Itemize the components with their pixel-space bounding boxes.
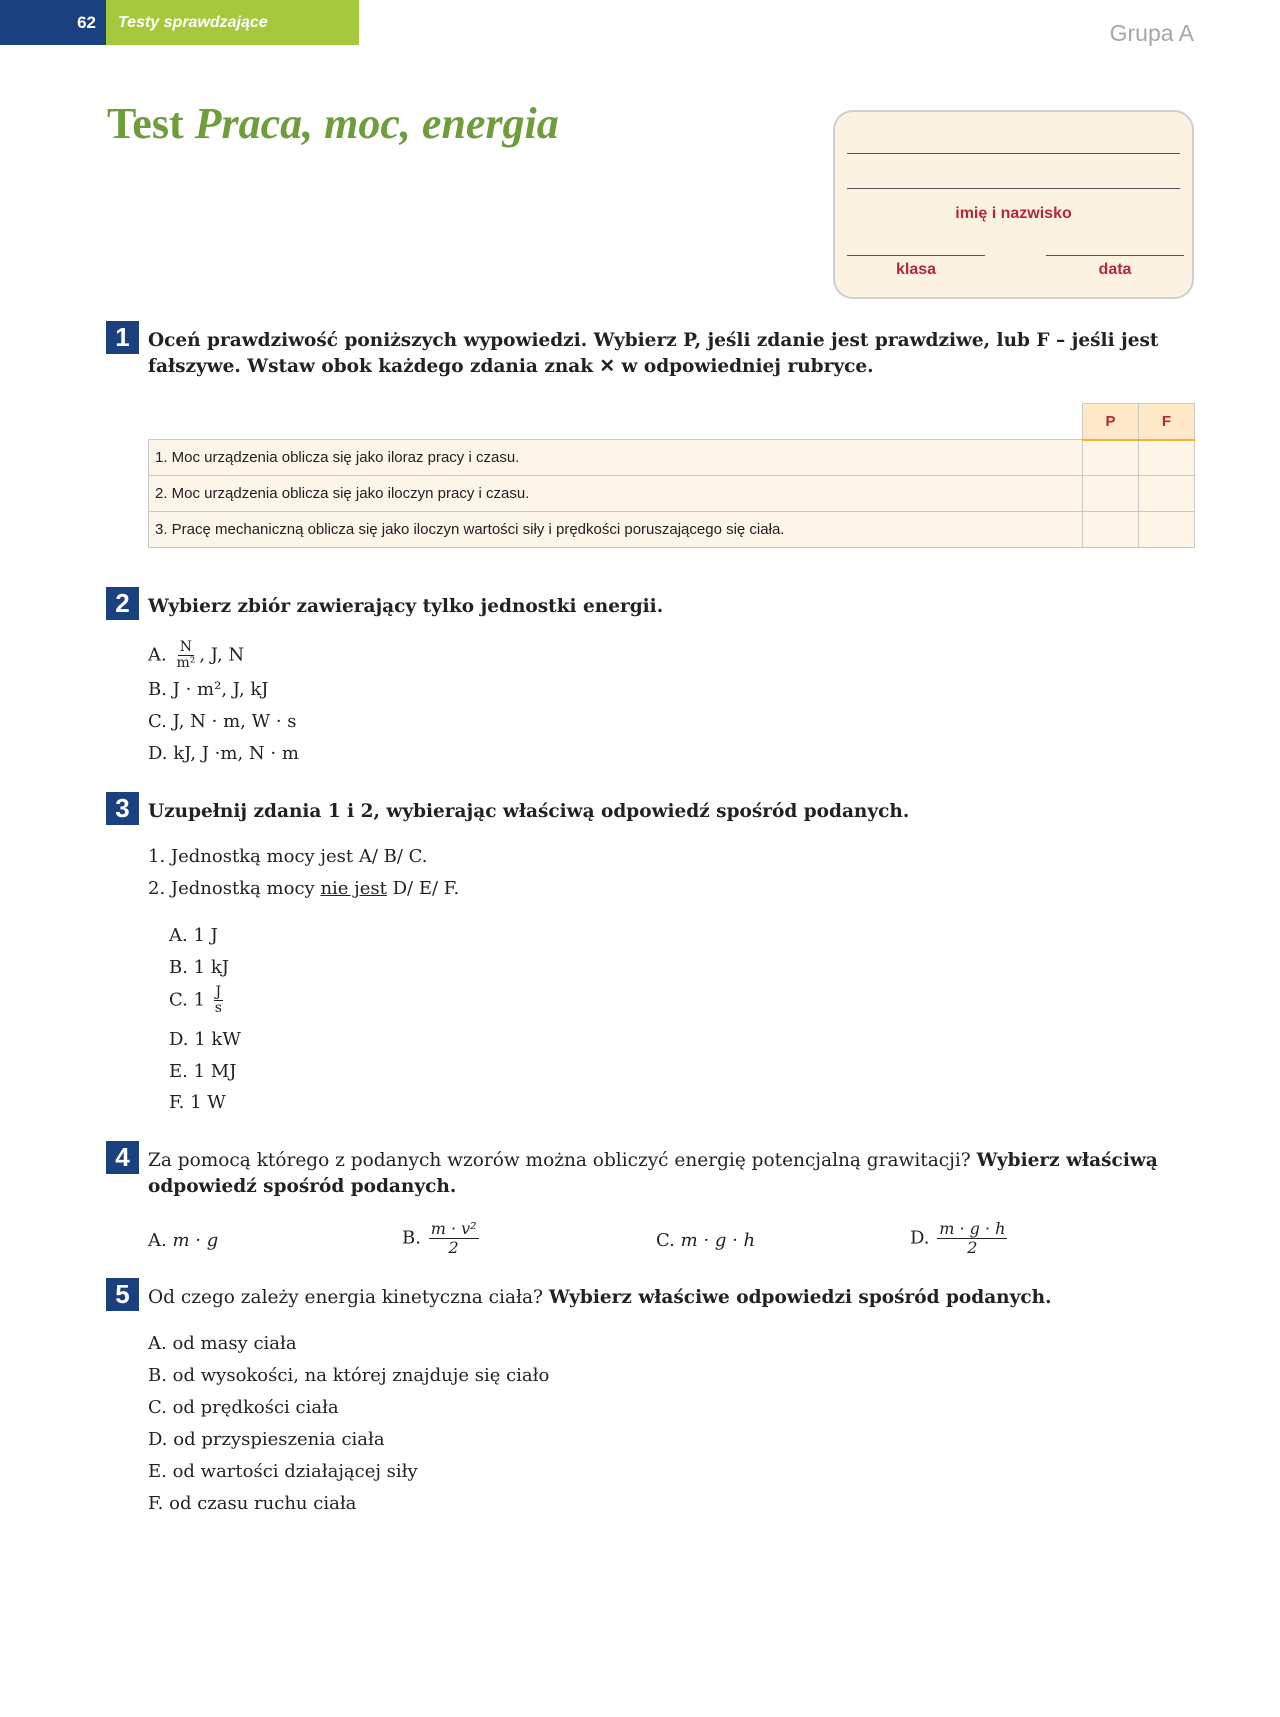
task4-question: Za pomocą którego z podanych wzorów można obliczyć energię potencjalną grawitacji? xyxy=(148,1150,971,1171)
statement-2: 2. Moc urządzenia oblicza się jako iloczyn pracy i czasu. xyxy=(149,476,1083,512)
task3-option-e[interactable]: E. 1 MJ xyxy=(169,1061,237,1082)
task1-instruction: Oceń prawdziwość poniższych wypowiedzi. Wybierz P, jeśli zdanie jest prawdziwe, lub F – jeśli jest fałszywe. Wstaw obok każdego zdania znak ✕ w odpowiedniej rubryce. xyxy=(148,330,1159,377)
task5-option-a[interactable]: A. od masy ciała xyxy=(148,1333,297,1354)
task5-instruction xyxy=(148,1285,1198,1311)
fraction: $\frac{m \cdot g \cdot h}{2}$ xyxy=(939,1219,1006,1257)
task3-option-f[interactable]: F. 1 W xyxy=(169,1092,226,1113)
table-row xyxy=(149,512,1195,548)
answer-box-true-2[interactable] xyxy=(1083,476,1139,512)
task-number-3: 3 xyxy=(106,792,139,825)
task5-option-d[interactable]: D. od przyspieszenia ciała xyxy=(148,1429,385,1450)
task4-option-b[interactable]: B. $\frac{\text{m · v²}}{2}$ xyxy=(402,1219,477,1257)
task2-option-d[interactable]: D. kJ, J ·m, N · m xyxy=(148,743,299,764)
student-info-box xyxy=(833,110,1194,299)
task3-instruction: Uzupełnij zdania 1 i 2, wybierając właściwą odpowiedź spośród podanych. xyxy=(148,801,910,822)
task-number-2: 2 xyxy=(106,587,139,620)
statement-1: 1. Moc urządzenia oblicza się jako iloraz pracy i czasu. xyxy=(149,440,1083,476)
fraction: $\frac{J}{s}$ xyxy=(214,984,222,1016)
underlined-text: nie jest xyxy=(320,878,387,899)
title-topic: Praca, moc, energia xyxy=(194,99,559,148)
task-number-4: 4 xyxy=(106,1141,139,1174)
table-row xyxy=(149,476,1195,512)
task3-option-c[interactable]: C. 1 $\frac{J}{s}$ xyxy=(169,984,222,1016)
title-prefix: Test xyxy=(107,99,184,148)
task2-option-b[interactable]: B. J · m², J, kJ xyxy=(148,679,269,700)
task5-question: Od czego zależy energia kinetyczna ciała? xyxy=(148,1287,543,1308)
task-number-5: 5 xyxy=(106,1278,139,1311)
answer-box-false-1[interactable] xyxy=(1139,440,1195,476)
task5-command: Wybierz właściwe odpowiedzi spośród podanych. xyxy=(548,1287,1052,1308)
task5-option-b[interactable]: B. od wysokości, na której znajduje się ciało xyxy=(148,1365,550,1386)
fraction: $\frac{\text{m · v²}}{2}$ xyxy=(430,1219,477,1257)
name-line-2[interactable] xyxy=(847,188,1180,189)
task3-sentence-1: 1. Jednostką mocy jest A/ B/ C. xyxy=(148,846,428,867)
task4-option-a[interactable]: A. m · g xyxy=(148,1230,219,1251)
name-label: imię i nazwisko xyxy=(955,205,1072,222)
class-label: klasa xyxy=(895,261,937,278)
answer-box-false-3[interactable] xyxy=(1139,512,1195,548)
task5-option-f[interactable]: F. od czasu ruchu ciała xyxy=(148,1493,357,1514)
answer-box-true-1[interactable] xyxy=(1083,440,1139,476)
page-number: 62 xyxy=(0,0,106,45)
date-line[interactable] xyxy=(1046,255,1184,256)
task2-option-a[interactable]: A. $\frac{N}{\text{m²}}$ , J, N xyxy=(148,639,245,671)
task4-option-c[interactable]: C. m · g · h xyxy=(656,1230,756,1251)
task3-option-b[interactable]: B. 1 kJ xyxy=(169,957,229,978)
answer-box-true-3[interactable] xyxy=(1083,512,1139,548)
task4-option-d[interactable]: D. $\frac{m \cdot g \cdot h}{2}$ xyxy=(910,1219,1006,1257)
page-title xyxy=(107,98,559,149)
name-line-1[interactable] xyxy=(847,153,1180,154)
task3-option-a[interactable]: A. 1 J xyxy=(169,925,218,946)
task3-sentence-2: 2. Jednostką mocy nie jest D/ E/ F. xyxy=(148,878,460,899)
table-row xyxy=(149,440,1195,476)
task4-command: Wybierz właściwą odpowiedź spośród podanych. xyxy=(148,1150,1158,1197)
task-number-1: 1 xyxy=(106,321,139,354)
date-label: data xyxy=(1098,261,1132,278)
group-label: Grupa A xyxy=(1109,20,1194,46)
fraction: $\frac{N}{\text{m²}}$ xyxy=(176,639,196,671)
column-header-false: F xyxy=(1139,404,1195,440)
column-header-true: P xyxy=(1083,404,1139,440)
table-header-blank xyxy=(149,404,1083,440)
answer-box-false-2[interactable] xyxy=(1139,476,1195,512)
section-label: Testy sprawdzające xyxy=(106,0,359,45)
true-false-table xyxy=(148,403,1195,548)
task5-option-e[interactable]: E. od wartości działającej siły xyxy=(148,1461,418,1482)
task2-option-c[interactable]: C. J, N · m, W · s xyxy=(148,711,297,732)
task3-option-d[interactable]: D. 1 kW xyxy=(169,1029,241,1050)
task5-option-c[interactable]: C. od prędkości ciała xyxy=(148,1397,339,1418)
statement-3: 3. Pracę mechaniczną oblicza się jako iloczyn wartości siły i prędkości poruszającego się ciała. xyxy=(149,512,1083,548)
task2-instruction: Wybierz zbiór zawierający tylko jednostki energii. xyxy=(148,596,664,617)
task4-instruction xyxy=(148,1148,1198,1200)
class-line[interactable] xyxy=(847,255,985,256)
